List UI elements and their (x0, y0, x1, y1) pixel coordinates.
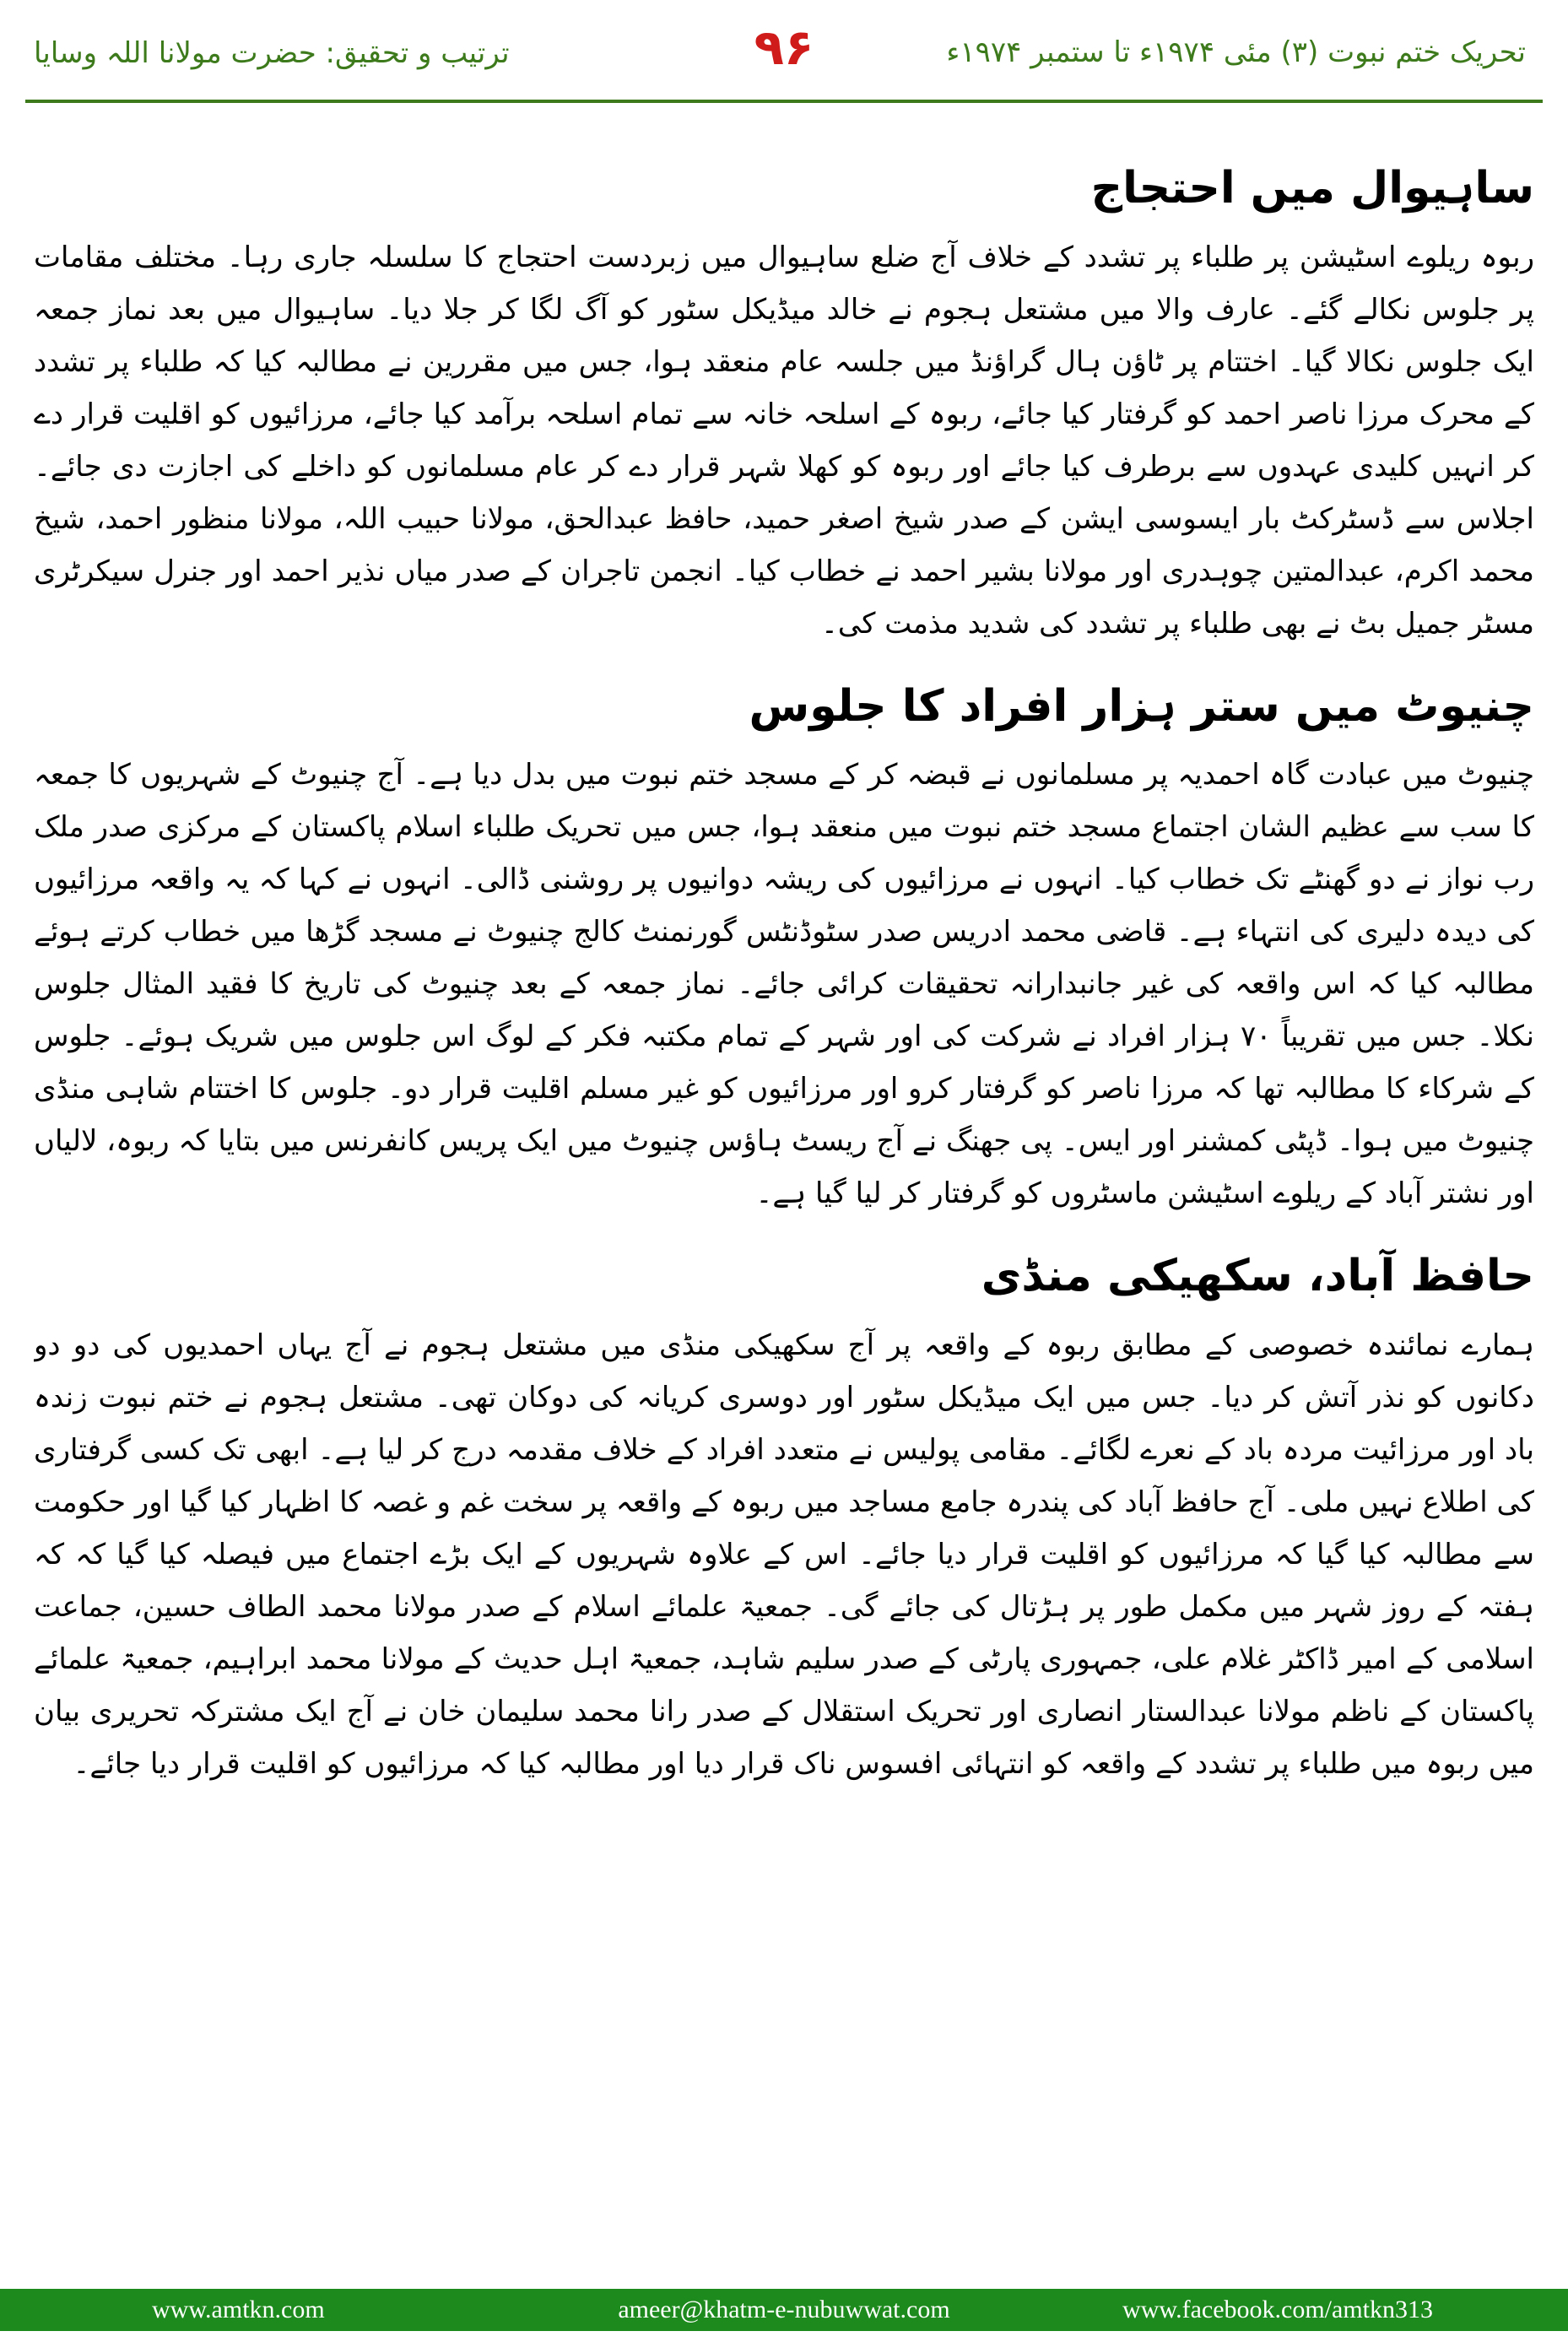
email-link[interactable]: ameer@khatm-e-nubuwwat.com (618, 2296, 950, 2323)
section-paragraph-chiniot: چنیوٹ میں عبادت گاہ احمدیہ پر مسلمانوں نے قبضہ کر کے مسجد ختم نبوت میں بدل دیا ہے۔ آج چنیوٹ کے شہریوں کا جمعہ کا سب سے عظیم الشان اجتماع مسجد ختم نبوت میں منعقد ہوا، جس میں تحریک طلباء اسلام پاکستان کے مرکزی صدر ملک رب نواز نے دو گھنٹے تک خطاب کیا۔ انہوں نے مرزائیوں کی ریشہ دوانیوں پر روشنی ڈالی۔ انہوں نے کہا کہ یہ واقعہ مرزائیوں کی دیدہ دلیری کی انتہاء ہے۔ قاضی محمد ادریس صدر سٹوڈنٹس گورنمنٹ کالج چنیوٹ نے مسجد گڑھا میں خطاب کرتے ہوئے مطالبہ کیا کہ اس واقعہ کی غیر جانبدارانہ تحقیقات کرائی جائے۔ نماز جمعہ کے بعد چنیوٹ کی تاریخ کا فقید المثال جلوس نکلا۔ جس میں تقریباً ۷۰ ہزار افراد نے شرکت کی اور شہر کے تمام مکتبہ فکر کے لوگ اس جلوس میں شریک ہوئے۔ جلوس کے شرکاء کا مطالبہ تھا کہ مرزا ناصر کو گرفتار کرو اور مرزائیوں کو غیر مسلم اقلیت قرار دو۔ جلوس کا اختتام شاہی منڈی چنیوٹ میں ہوا۔ ڈپٹی کمشنر اور ایس۔ پی جھنگ نے آج ریسٹ ہاؤس چنیوٹ میں ایک پریس کانفرنس میں بتایا کہ ربوہ، لالیاں اور نشتر آباد کے ریلوے اسٹیشن ماسٹروں کو گرفتار کر لیا گیا ہے۔ (34, 758, 1534, 1211)
page-footer (0, 2289, 1568, 2331)
website-link[interactable]: www.amtkn.com (152, 2296, 325, 2323)
section-paragraph-hafizabad: ہمارے نمائندہ خصوصی کے مطابق ربوہ کے واقعہ پر آج سکھیکی منڈی میں مشتعل ہجوم نے آج یہاں احمدیوں کی دو دو دکانوں کو نذر آتش کر دیا۔ جس میں ایک میڈیکل سٹور اور دوسری کریانہ کی دوکان تھی۔ مشتعل ہجوم نے ختم نبوت زندہ باد اور مرزائیت مردہ باد کے نعرے لگائے۔ مقامی پولیس نے متعدد افراد کے خلاف مقدمہ درج کر لیا ہے۔ ابھی تک کسی گرفتاری کی اطلاع نہیں ملی۔ آج حافظ آباد کی پندرہ جامع مساجد میں ربوہ کے واقعہ پر سخت غم و غصہ کا اظہار کیا گیا اور حکومت سے مطالبہ کیا گیا کہ مرزائیوں کو اقلیت قرار دیا جائے۔ اس کے علاوہ شہریوں کے ایک بڑے اجتماع میں فیصلہ کیا گیا کہ کہ ہفتہ کے روز شہر میں مکمل طور پر ہڑتال کی جائے گی۔ جمعیۃ علمائے اسلام کے صدر مولانا محمد الطاف حسین، جماعت اسلامی کے امیر ڈاکٹر غلام علی، جمہوری پارٹی کے صدر سلیم شاہد، جمعیۃ اہل حدیث کے مولانا محمد ابراہیم، جمعیۃ علمائے پاکستان کے ناظم مولانا عبدالستار انصاری اور تحریک استقلال کے صدر رانا محمد سلیمان خان نے آج ایک مشترکہ تحریری بیان میں ربوہ میں طلباء پر تشدد کے واقعہ کو انتہائی افسوس ناک قرار دیا اور مطالبہ کیا کہ مرزائیوں کو اقلیت قرار دیا جائے۔ (34, 1328, 1534, 1781)
book-title: تحریک ختم نبوت (۳) مئی ۱۹۷۴ء تا ستمبر ۱۹۷۴ء (946, 35, 1526, 69)
section-heading-sahiwal: ساہیوال میں احتجاج (1090, 163, 1534, 214)
section-paragraph-sahiwal: ربوہ ریلوے اسٹیشن پر طلباء پر تشدد کے خلاف آج ضلع ساہیوال میں زبردست احتجاج کا سلسلہ جاری رہا۔ مختلف مقامات پر جلوس نکالے گئے۔ عارف والا میں مشتعل ہجوم نے خالد میڈیکل سٹور کو آگ لگا کر جلا دیا۔ ساہیوال میں بعد نماز جمعہ ایک جلوس نکالا گیا۔ اختتام پر ٹاؤن ہال گراؤنڈ میں جلسہ عام منعقد ہوا، جس میں مقررین نے مطالبہ کیا کہ طلباء پر تشدد کے محرک مرزا ناصر احمد کو گرفتار کیا جائے، ربوہ کے اسلحہ خانہ سے تمام اسلحہ برآمد کیا جائے، مرزائیوں کو اقلیت قرار دے کر انہیں کلیدی عہدوں سے برطرف کیا جائے اور ربوہ کو کھلا شہر قرار دے کر عام مسلمانوں کو داخلے کی اجازت دی جائے۔ اجلاس سے ڈسٹرکٹ بار ایسوسی ایشن کے صدر شیخ اصغر حمید، حافظ عبدالحق، مولانا حبیب اللہ، مولانا منظور احمد، شیخ محمد اکرم، عبدالمتین چوہدری اور مولانا بشیر احمد نے خطاب کیا۔ انجمن تاجران کے صدر میاں نذیر احمد اور جنرل سیکرٹری مسٹر جمیل بٹ نے بھی طلباء پر تشدد کی شدید مذمت کی۔ (34, 240, 1534, 641)
page-header (0, 0, 1568, 110)
section-heading-hafizabad: حافظ آباد، سکھیکی منڈی (981, 1251, 1534, 1302)
article-body (34, 127, 1534, 2228)
facebook-link[interactable]: www.facebook.com/amtkn313 (1122, 2296, 1433, 2323)
page-number: ۹۶ (754, 19, 814, 76)
compiler-credit: ترتیب و تحقیق: حضرت مولانا اللہ وسایا (34, 36, 510, 70)
section-heading-chiniot: چنیوٹ میں ستر ہزار افراد کا جلوس (749, 680, 1534, 732)
header-divider (25, 100, 1543, 103)
